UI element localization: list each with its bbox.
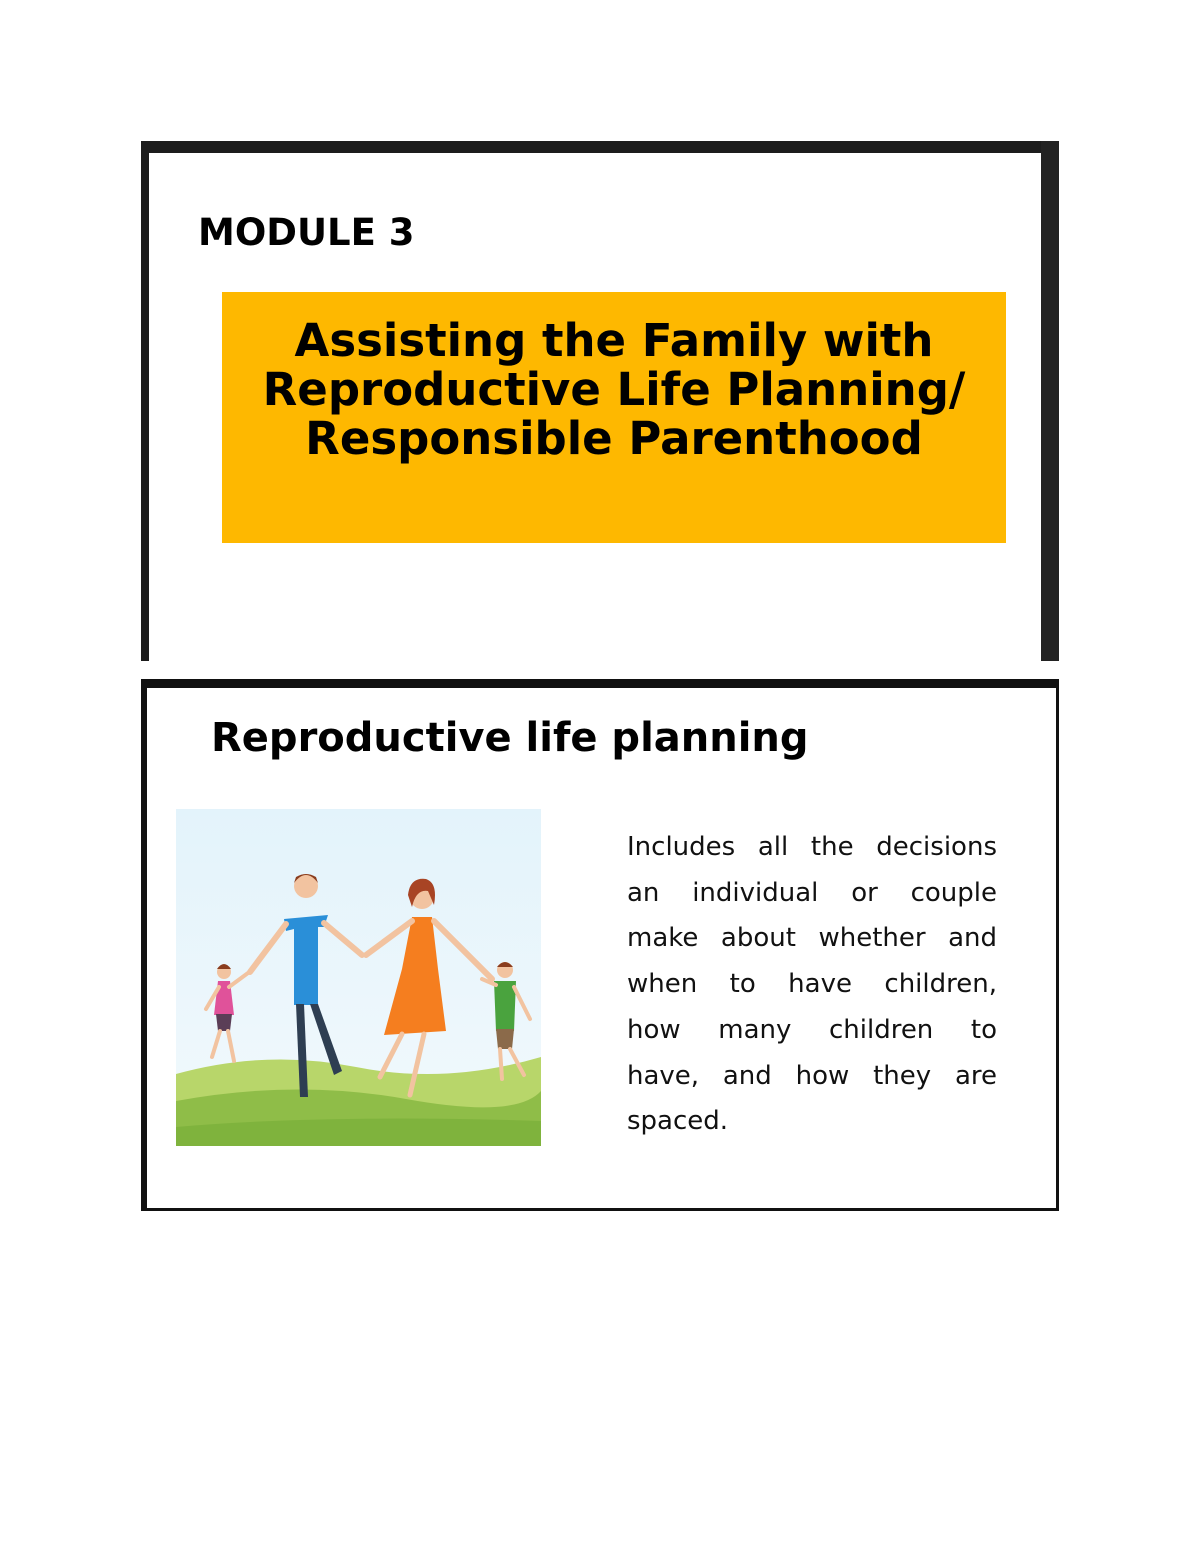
title-slide (141, 141, 1059, 661)
module-title-line-2: Reproductive Life Planning/ (262, 363, 966, 416)
content-slide (141, 679, 1059, 1211)
section-title: Reproductive life planning (211, 715, 809, 761)
module-label: MODULE 3 (198, 211, 415, 254)
slide-border-right (1041, 141, 1059, 661)
slide-border-left (141, 679, 147, 1211)
slide-border-left (141, 141, 149, 661)
slide-border-bottom (141, 1208, 1059, 1211)
title-banner (222, 292, 1006, 543)
description-text: Includes all the decisions an individual or couple make about whether and when to have children, how many children to have, and how they are spaced. (627, 832, 997, 1137)
module-title-line-3: Responsible Parenthood (305, 412, 923, 465)
module-title-line-1: Assisting the Family with (294, 314, 934, 367)
family-holding-hands-icon (176, 809, 541, 1146)
module-title (222, 316, 1006, 463)
slide-border-top (141, 679, 1059, 688)
slide-border-top (141, 141, 1059, 153)
slide-border-right (1056, 679, 1059, 1211)
